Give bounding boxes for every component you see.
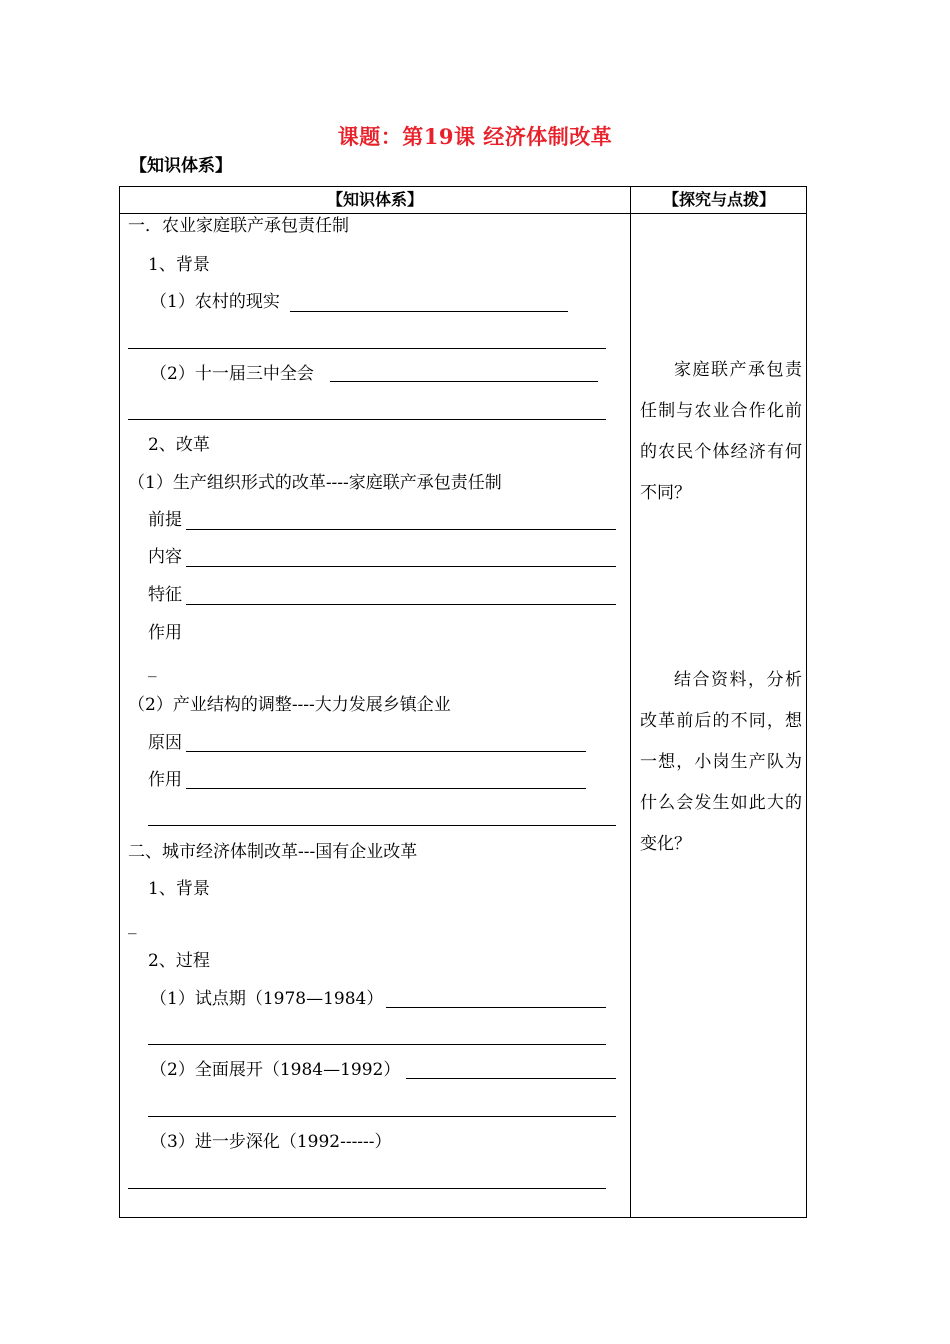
answer-blank[interactable]: [290, 311, 568, 312]
part1-reform-item1: （1）生产组织形式的改革----家庭联产承包责任制: [128, 473, 502, 493]
answer-blank[interactable]: [128, 348, 606, 349]
reason-label: 原因: [148, 733, 182, 753]
part1-reform-item2: （2）产业结构的调整----大力发展乡镇企业: [128, 695, 451, 715]
answer-blank[interactable]: [148, 1044, 606, 1045]
part1-bg-item1: （1）农村的现实: [150, 292, 280, 312]
answer-blank[interactable]: [186, 751, 586, 752]
answer-blank[interactable]: [186, 529, 616, 530]
part2-stage3: （3）进一步深化（1992------）: [150, 1132, 392, 1152]
part2-title: 二、城市经济体制改革---国有企业改革: [128, 842, 418, 862]
answer-blank[interactable]: [186, 566, 616, 567]
answer-blank[interactable]: [330, 381, 598, 382]
explore-question-2: 结合资料，分析改革前后的不同，想一想，小岗生产队为什么会发生如此大的变化？: [640, 670, 802, 854]
part2-process: 2、过程: [148, 951, 210, 971]
part2-stage1: （1）试点期（1978—1984）: [150, 989, 384, 1009]
answer-blank[interactable]: [128, 419, 606, 420]
part1-bg-item2: （2）十一届三中全会: [150, 364, 314, 384]
part1-title: 一．农业家庭联产承包责任制: [128, 216, 349, 236]
worksheet-table: [119, 186, 807, 1218]
dash-mark: _: [148, 658, 157, 678]
header-explore: 【探究与点拨】: [662, 190, 775, 209]
answer-blank[interactable]: [186, 788, 586, 789]
part1-reform: 2、改革: [148, 435, 210, 455]
content-label: 内容: [148, 547, 182, 567]
feature-label: 特征: [148, 585, 182, 605]
answer-blank[interactable]: [406, 1078, 616, 1079]
part2-stage2: （2）全面展开（1984—1992）: [150, 1060, 401, 1080]
explore-question-1: 家庭联产承包责任制与农业合作化前的农民个体经济有何不同？: [640, 360, 802, 503]
premise-label: 前提: [148, 510, 182, 530]
part1-background: 1、背景: [148, 255, 210, 275]
answer-blank[interactable]: [148, 1116, 616, 1117]
column-divider: [630, 187, 631, 1217]
answer-blank[interactable]: [186, 604, 616, 605]
table-header-row: [120, 187, 806, 214]
header-knowledge: 【知识体系】: [326, 190, 423, 209]
page-title: 课题：第19课 经济体制改革: [337, 124, 613, 149]
answer-blank[interactable]: [128, 1188, 606, 1189]
answer-blank[interactable]: [148, 825, 616, 826]
effect-label: 作用: [148, 623, 182, 643]
answer-blank[interactable]: [386, 1007, 606, 1008]
effect2-label: 作用: [148, 770, 182, 790]
dash-mark: _: [128, 915, 137, 935]
part2-background: 1、背景: [148, 879, 210, 899]
section-label: 【知识体系】: [130, 156, 232, 176]
